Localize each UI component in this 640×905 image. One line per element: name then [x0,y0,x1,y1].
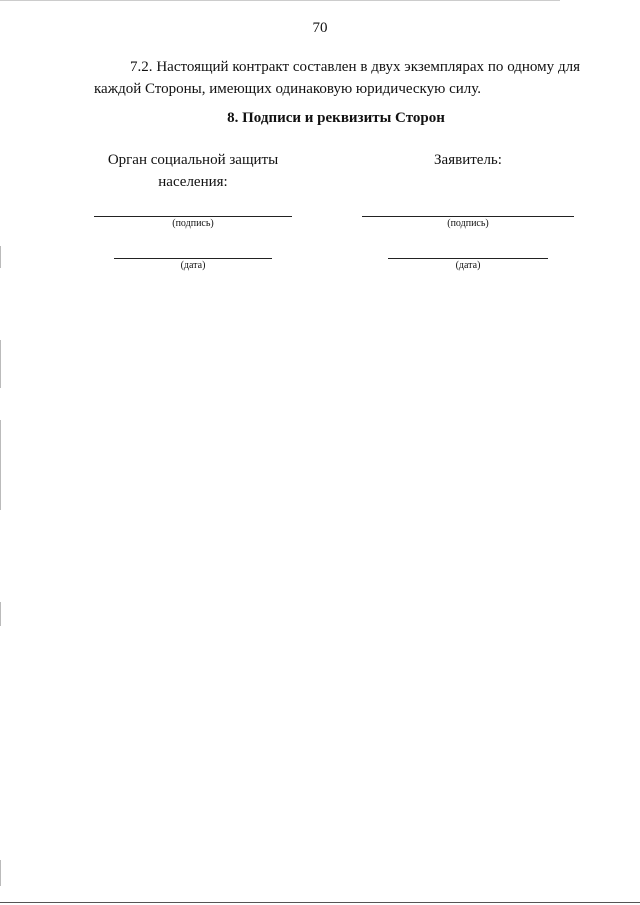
scan-top-edge [0,0,560,1]
contract-paragraph-7-2: 7.2. Настоящий контракт составлен в двух экземплярах по одному для каждой Стороны, имеющих одинаковую юридическую силу. [94,59,580,97]
left-signature-caption: (подпись) [172,218,214,229]
right-date-line [388,258,548,259]
page-number: 70 [312,20,328,36]
scan-edge-mark [0,860,1,886]
party-name-applicant: Заявитель: [434,152,502,168]
section-heading-signatures: 8. Подписи и реквизиты Сторон [227,110,445,126]
right-signature-line [362,216,574,217]
scan-bottom-edge [0,902,640,903]
right-date-caption: (дата) [455,260,481,271]
scan-edge-mark [0,246,1,268]
left-date-line [114,258,272,259]
left-date-caption: (дата) [180,260,206,271]
right-signature-caption: (подпись) [447,218,489,229]
scan-edge-mark [0,602,1,626]
scan-edge-mark [0,340,1,388]
scan-edge-mark [0,420,1,510]
left-signature-line [94,216,292,217]
party-name-social-protection-body: Орган социальной защиты населения: [107,152,279,190]
